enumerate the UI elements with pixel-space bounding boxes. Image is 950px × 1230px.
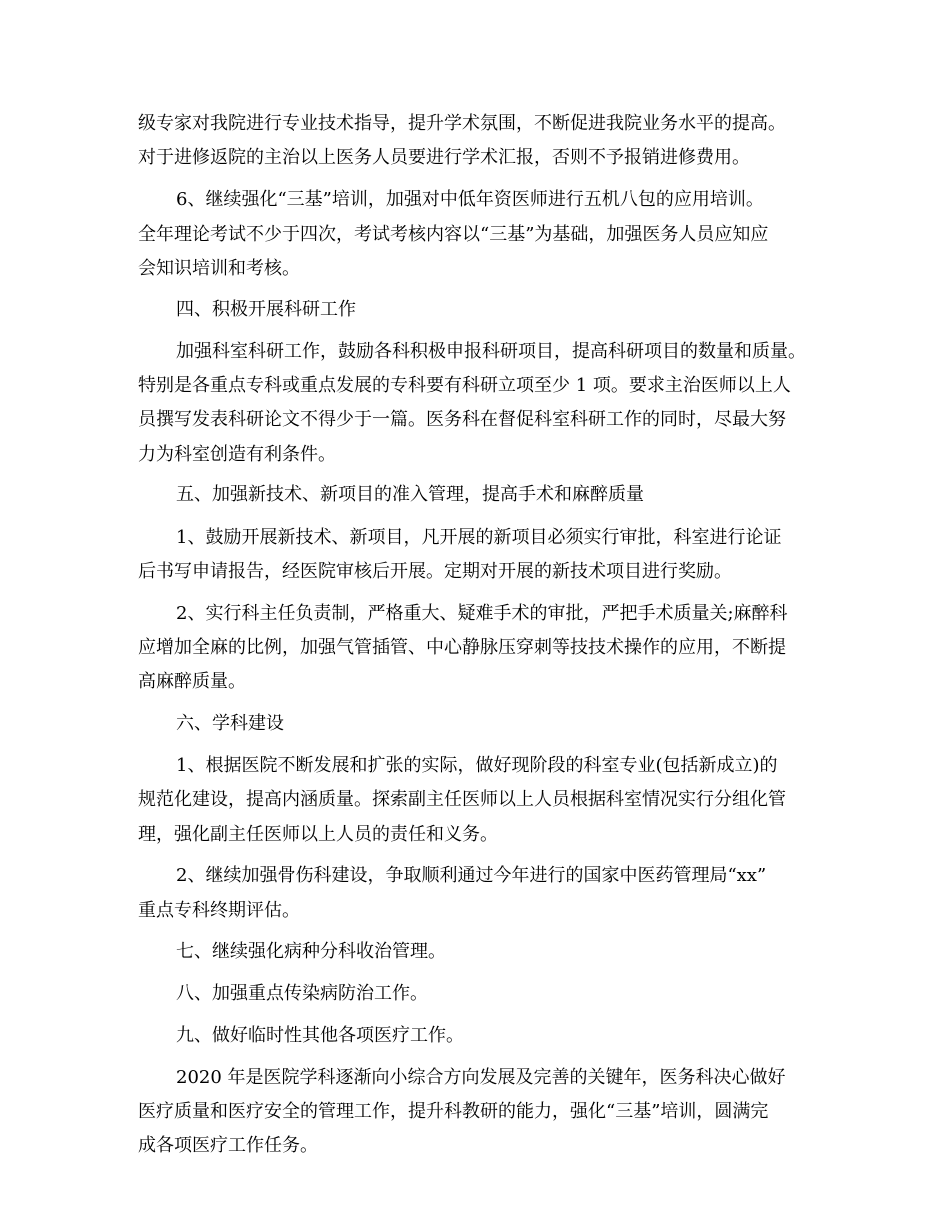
paragraph-line: 力为科室创造有利条件。: [138, 444, 336, 465]
section-heading: 五、加强新技术、新项目的准入管理，提高手术和麻醉质量: [176, 484, 644, 505]
section-heading: 九、做好临时性其他各项医疗工作。: [176, 1025, 464, 1046]
paragraph-line: 理，强化副主任医师以上人员的责任和义务。: [138, 824, 498, 845]
paragraph-line: 应增加全麻的比例，加强气管插管、中心静脉压穿刺等技技术操作的应用，不断提: [138, 637, 786, 658]
paragraph-line: 6、继续强化“三基”培训，加强对中低年资医师进行五机八包的应用培训。: [176, 189, 764, 210]
section-heading: 七、继续强化病种分科收治管理。: [176, 941, 446, 962]
paragraph-line: 全年理论考试不少于四次，考试考核内容以“三基”为基础，加强医务人员应知应: [138, 224, 769, 245]
paragraph-line: 高麻醉质量。: [138, 671, 246, 692]
paragraph-line: 加强科室科研工作，鼓励各科积极申报科研项目，提高科研项目的数量和质量。: [176, 341, 806, 362]
paragraph-line: 后书写申请报告，经医院审核后开展。定期对开展的新技术项目进行奖励。: [138, 561, 732, 582]
paragraph-line: 重点专科终期评估。: [138, 900, 300, 921]
section-heading: 四、积极开展科研工作: [176, 299, 356, 320]
paragraph-line: 成各项医疗工作任务。: [138, 1135, 318, 1156]
paragraph-line: 对于进修返院的主治以上医务人员要进行学术汇报，否则不予报销进修费用。: [138, 147, 750, 168]
paragraph-line: 医疗质量和医疗安全的管理工作，提升科教研的能力，强化“三基”培训，圆满完: [138, 1101, 769, 1122]
paragraph-line: 特别是各重点专科或重点发展的专科要有科研立项至少 1 项。要求主治医师以上人: [138, 375, 791, 396]
paragraph-line: 会知识培训和考核。: [138, 258, 300, 279]
paragraph-line: 员撰写发表科研论文不得少于一篇。医务科在督促科室科研工作的同时，尽最大努: [138, 409, 786, 430]
paragraph-line: 规范化建设，提高内涵质量。探索副主任医师以上人员根据科室情况实行分组化管: [138, 789, 786, 810]
paragraph-line: 1、根据医院不断发展和扩张的实际，做好现阶段的科室专业(包括新成立)的: [176, 755, 778, 776]
section-heading: 六、学科建设: [176, 713, 284, 734]
paragraph-line: 2、继续加强骨伤科建设，争取顺利通过今年进行的国家中医药管理局“xx”: [176, 865, 767, 886]
paragraph-line: 2、实行科主任负责制，严格重大、疑难手术的审批，严把手术质量关;麻醉科: [176, 603, 788, 624]
paragraph-line: 1、鼓励开展新技术、新项目，凡开展的新项目必须实行审批，科室进行论证: [176, 527, 782, 548]
section-heading: 八、加强重点传染病防治工作。: [176, 983, 428, 1004]
paragraph-line: 2020 年是医院学科逐渐向小综合方向发展及完善的关键年，医务科决心做好: [176, 1067, 786, 1088]
paragraph-line: 级专家对我院进行专业技术指导，提升学术氛围，不断促进我院业务水平的提高。: [138, 113, 786, 134]
